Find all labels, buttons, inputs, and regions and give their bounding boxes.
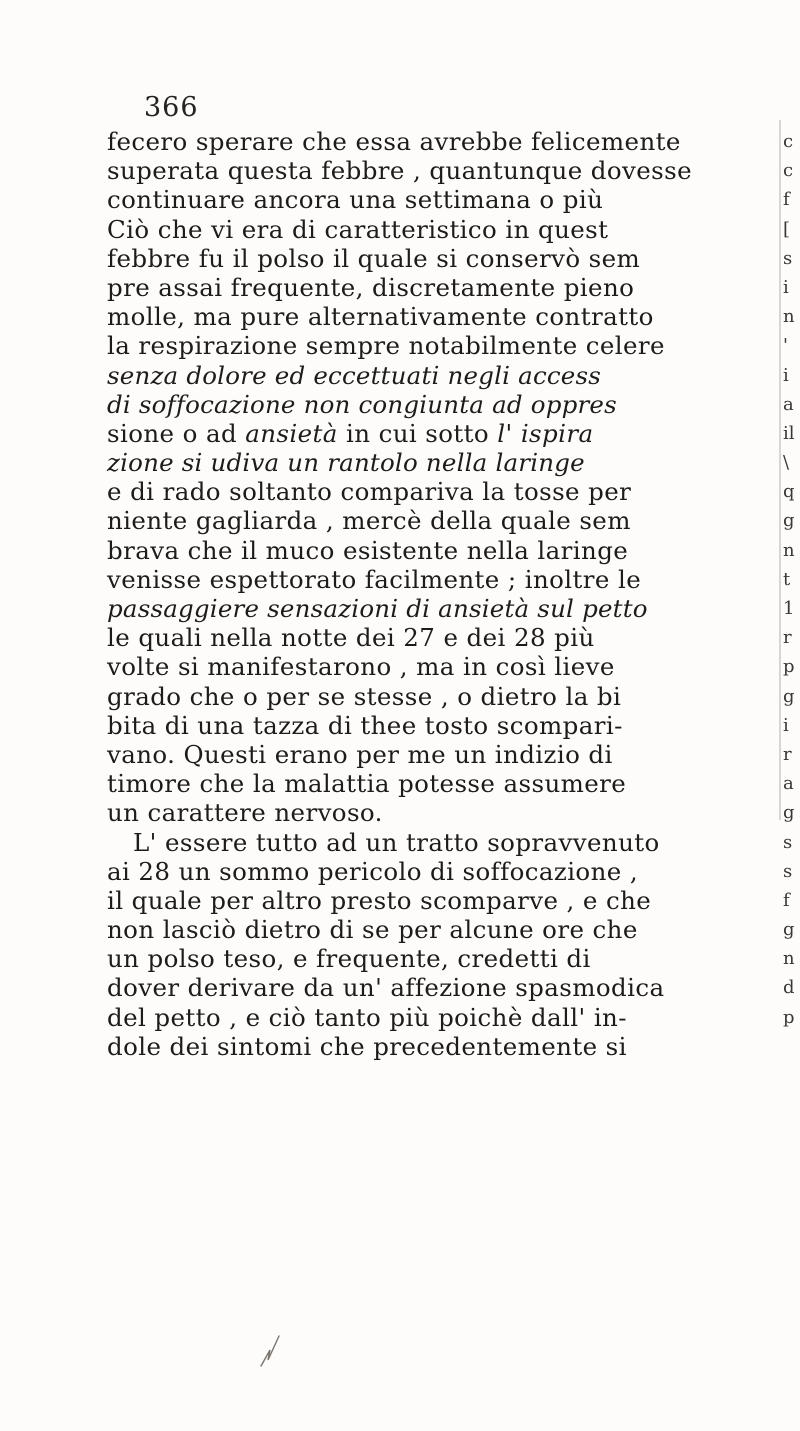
- text-line: vano. Questi erano per me un indizio di: [107, 739, 613, 769]
- text-line: continuare ancora una settimana o più: [107, 185, 604, 215]
- text-line: Ciò che vi era di caratteristico in quest: [107, 214, 609, 244]
- opposite-page-fragment: r: [783, 743, 792, 765]
- text-line: non lasciò dietro di se per alcune ore che: [107, 915, 638, 945]
- opposite-page-fragment: c: [783, 160, 794, 182]
- italic-text: ansietà: [245, 418, 338, 448]
- opposite-page-fragment: i: [783, 276, 789, 298]
- opposite-page-fragment: a: [783, 393, 794, 415]
- page-number: 366: [144, 92, 199, 123]
- opposite-page-fragment: d: [783, 977, 795, 999]
- opposite-page-fragment: i: [783, 364, 789, 386]
- text-line: bita di una tazza di thee tosto scompari-: [107, 710, 623, 740]
- opposite-page-fragment: il: [783, 422, 795, 444]
- page-gutter-divider: [779, 120, 781, 820]
- opposite-page-fragment: s: [783, 831, 793, 853]
- text-line: un polso teso, e frequente, credetti di: [107, 944, 591, 974]
- opposite-page-fragment: q: [783, 481, 795, 503]
- opposite-page-fragment: p: [783, 656, 795, 678]
- body-text: [107, 127, 775, 1061]
- opposite-page-fragment: s: [783, 247, 793, 269]
- opposite-page-fragment: n: [783, 539, 795, 561]
- opposite-page-fragment: 1: [783, 598, 795, 619]
- text-line: dole dei sintomi che precedentemente si: [107, 1031, 627, 1061]
- opposite-page-fragment: n: [783, 306, 795, 328]
- opposite-page-fragment: i: [783, 714, 789, 736]
- text-line: passaggiere sensazioni di ansietà sul petto: [107, 594, 648, 623]
- text-line: niente gagliarda , mercè della quale sem: [107, 506, 631, 536]
- text-line: ai 28 un sommo pericolo di soffocazione ,: [107, 856, 639, 886]
- opposite-page-fragment: t: [783, 568, 791, 590]
- text-line: di soffocazione non congiunta ad oppres: [107, 389, 617, 419]
- text-line: e di rado soltanto compariva la tosse per: [107, 477, 632, 507]
- opposite-page-fragment: s: [783, 860, 793, 882]
- roman-text: sione o ad: [107, 418, 246, 448]
- text-line: la respirazione sempre notabilmente celere: [107, 331, 665, 361]
- text-line: dover derivare da un' affezione spasmodica: [107, 973, 665, 1003]
- text-line: pre assai frequente, discretamente pieno: [107, 272, 635, 302]
- text-line: un carattere nervoso.: [107, 798, 383, 828]
- text-line: febbre fu il polso il quale si conservò sem: [107, 243, 641, 273]
- opposite-page-fragment: g: [783, 919, 795, 941]
- opposite-page-fragment: p: [783, 1006, 795, 1028]
- text-line: L' essere tutto ad un tratto sopravvenuto: [133, 827, 660, 857]
- opposite-page-fragment: f: [783, 889, 790, 911]
- text-line: venisse espettorato facilmente ; inoltre le: [107, 564, 642, 594]
- opposite-page-fragment: c: [783, 131, 794, 152]
- italic-text: l' ispira: [497, 418, 594, 448]
- opposite-page-fragment: f: [783, 189, 790, 211]
- text-line: senza dolore ed eccettuati negli access: [107, 360, 602, 390]
- opposite-page-fragment: [: [783, 218, 791, 240]
- text-line: superata questa febbre , quantunque dovesse: [107, 156, 692, 186]
- text-line: volte si manifestarono , ma in così lieve: [107, 652, 615, 682]
- opposite-page-edge-text: [783, 127, 800, 1028]
- text-line: [107, 419, 775, 448]
- pencil-mark: [258, 1330, 282, 1370]
- opposite-page-fragment: r: [783, 627, 792, 649]
- opposite-page-fragment: g: [783, 685, 795, 707]
- text-line: fecero sperare che essa avrebbe felicemente: [107, 127, 681, 156]
- opposite-page-fragment: n: [783, 948, 795, 970]
- opposite-page-fragment: \: [783, 452, 790, 474]
- text-line: molle, ma pure alternativamente contratto: [107, 302, 654, 332]
- text-line: brava che il muco esistente nella laringe: [107, 535, 629, 565]
- text-line: il quale per altro presto scomparve , e che: [107, 885, 652, 915]
- opposite-page-fragment: a: [783, 773, 794, 795]
- text-line: grado che o per se stesse , o dietro la bi: [107, 681, 622, 711]
- text-line: del petto , e ciò tanto più poichè dall' in-: [107, 1002, 627, 1032]
- text-line: timore che la malattia potesse assumere: [107, 769, 627, 799]
- roman-text: in cui sotto: [337, 418, 498, 448]
- opposite-page-fragment: g: [783, 510, 795, 532]
- text-line: le quali nella notte dei 27 e dei 28 più: [107, 623, 595, 653]
- opposite-page-fragment: g: [783, 802, 795, 824]
- text-line: zione si udiva un rantolo nella laringe: [107, 448, 585, 478]
- opposite-page-fragment: ': [783, 335, 788, 357]
